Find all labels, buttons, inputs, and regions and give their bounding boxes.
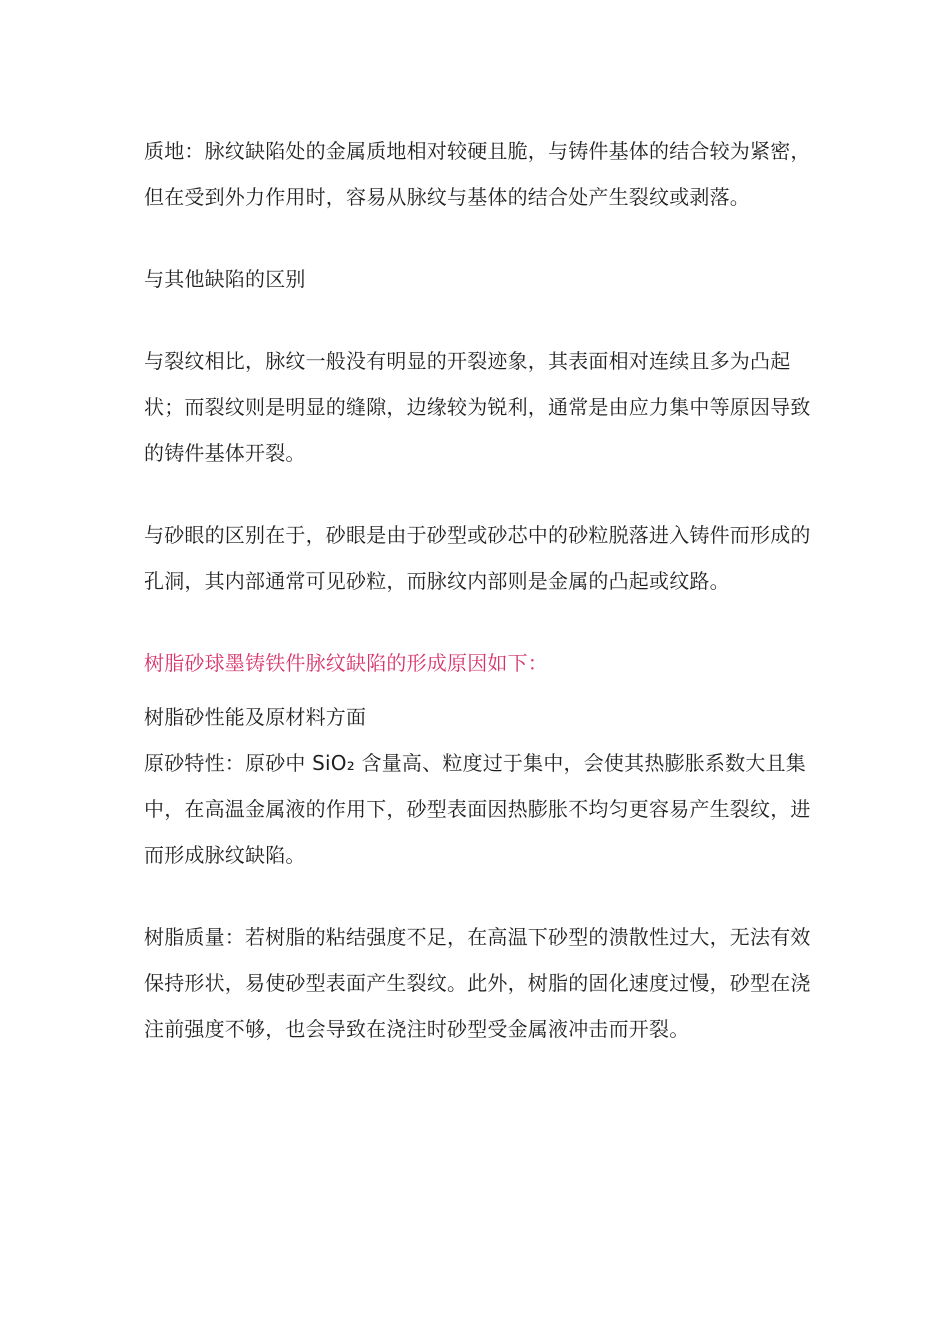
paragraph-vs-crack: 与裂纹相比，脉纹一般没有明显的开裂迹象，其表面相对连续且多为凸起状；而裂纹则是明显的缝隙，边缘较为锐利，通常是由应力集中等原因导致的铸件基体开裂。 [144, 349, 811, 465]
paragraph-resin-quality: 树脂质量：若树脂的粘结强度不足，在高温下砂型的溃散性过大，无法有效保持形状，易使砂型表面产生裂纹。此外，树脂的固化速度过慢，砂型在浇注前强度不够，也会导致在浇注时砂型受金属液冲击而开裂。 [144, 925, 811, 1041]
heading-resin-sand: 树脂砂性能及原材料方面 [144, 705, 367, 729]
document-body [144, 128, 824, 1052]
paragraph-vs-sand-hole: 与砂眼的区别在于，砂眼是由于砂型或砂芯中的砂粒脱落进入铸件而形成的孔洞，其内部通常可见砂粒，而脉纹内部则是金属的凸起或纹路。 [144, 523, 811, 593]
paragraph-raw-sand: 原砂特性：原砂中 SiO₂ 含量高、粒度过于集中，会使其热膨胀系数大且集中，在高温金属液的作用下，砂型表面因热膨胀不均匀更容易产生裂纹，进而形成脉纹缺陷。 [144, 751, 811, 867]
heading-causes: 树脂砂球墨铸铁件脉纹缺陷的形成原因如下： [144, 651, 548, 675]
paragraph-texture: 质地：脉纹缺陷处的金属质地相对较硬且脆，与铸件基体的结合较为紧密，但在受到外力作用时，容易从脉纹与基体的结合处产生裂纹或剥落。 [144, 139, 811, 209]
heading-difference: 与其他缺陷的区别 [144, 267, 306, 291]
